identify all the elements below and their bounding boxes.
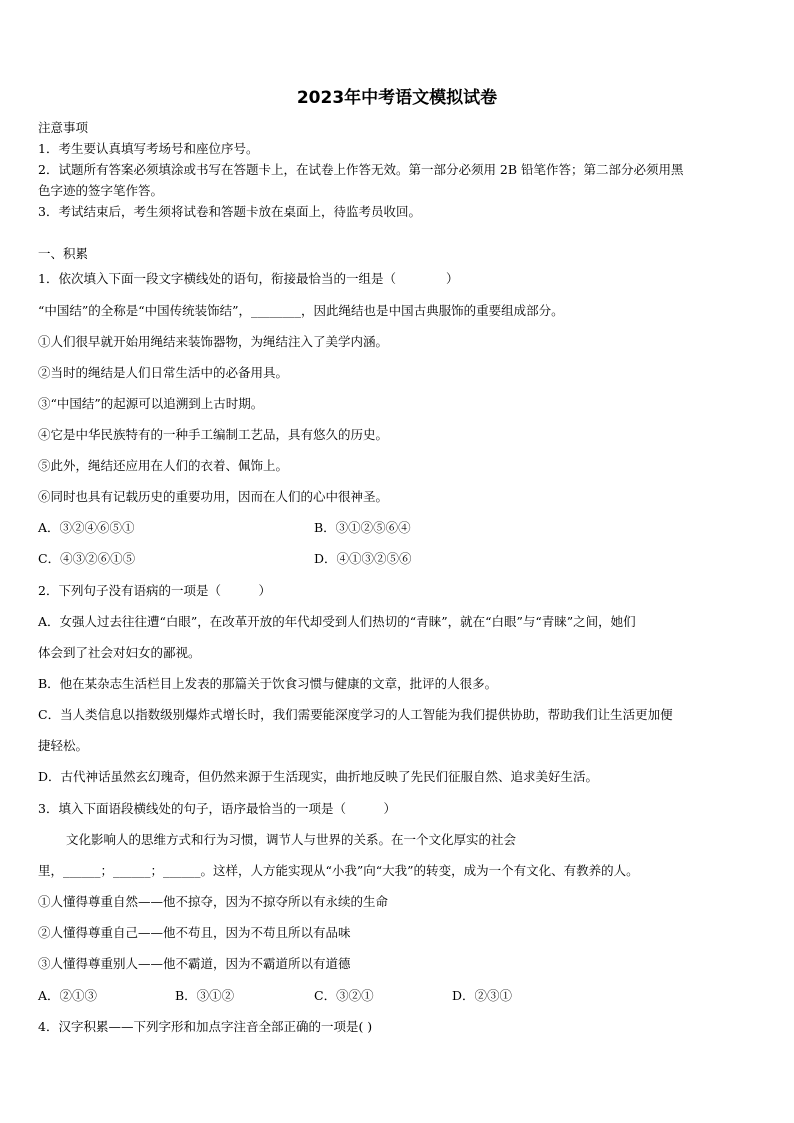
notice-item: 2．试题所有答案必须填涂或书写在答题卡上，在试卷上作答无效。第一部分必须用 2B 铅笔作答；第二部分必须用黑 bbox=[38, 162, 684, 177]
option-d[interactable]: D．②③① bbox=[452, 988, 513, 1003]
notice-item: 3．考试结束后，考生须将试卷和答题卡放在桌面上，待监考员收回。 bbox=[38, 204, 421, 219]
question-stem: 3．填入下面语段横线处的句子，语序最恰当的一项是（ ） bbox=[38, 801, 396, 816]
page-title: 2023年中考语文模拟试卷 bbox=[296, 88, 498, 108]
option-text: 体会到了社会对妇女的鄙视。 bbox=[38, 645, 201, 660]
option-a[interactable]: A．②①③ bbox=[38, 988, 98, 1003]
option-text[interactable]: C．当人类信息以指数级别爆炸式增长时，我们需要能深度学习的人工智能为我们提供协助，帮助我们让生活更加便 bbox=[38, 707, 673, 722]
section-heading: 一、积累 bbox=[38, 246, 89, 261]
option-text[interactable]: B．他在某杂志生活栏目上发表的那篇关于饮食习惯与健康的文章，批评的人很多。 bbox=[38, 676, 498, 691]
list-item: ②当时的绳结是人们日常生活中的必备用具。 bbox=[38, 365, 289, 380]
list-item: ①人懂得尊重自然——他不掠夺，因为不掠夺所以有永续的生命 bbox=[38, 894, 389, 909]
list-item: ②人懂得尊重自己——他不苟且，因为不苟且所以有品味 bbox=[38, 925, 351, 940]
option-text[interactable]: A．女强人过去往往遭“白眼”，在改革开放的年代却受到人们热切的“青睐”，就在“白眼”与“青睐”之间，她们 bbox=[38, 614, 636, 629]
notice-item: 色字迹的签字笔作答。 bbox=[38, 183, 164, 198]
question-stem: 4．汉字积累——下列字形和加点字注音全部正确的一项是( ) bbox=[38, 1019, 373, 1034]
notice-heading: 注意事项 bbox=[38, 120, 89, 135]
option-text[interactable]: D．古代神话虽然玄幻瑰奇，但仍然来源于生活现实，曲折地反映了先民们征服自然、追求美好生活。 bbox=[38, 769, 599, 784]
option-b[interactable]: B．③①② bbox=[175, 988, 235, 1003]
option-d[interactable]: D．④①③②⑤⑥ bbox=[314, 551, 412, 566]
list-item: ①人们很早就开始用绳结来装饰器物，为绳结注入了美学内涵。 bbox=[38, 334, 389, 349]
question-stem: 1．依次填入下面一段文字横线处的语句，衔接最恰当的一组是（ ） bbox=[38, 271, 459, 286]
list-item: ③“中国结”的起源可以追溯到上古时期。 bbox=[38, 396, 264, 411]
option-c[interactable]: C．④③②⑥①⑤ bbox=[38, 551, 136, 566]
option-b[interactable]: B．③①②⑤⑥④ bbox=[314, 520, 411, 535]
notice-item: 1．考生要认真填写考场号和座位序号。 bbox=[38, 141, 259, 156]
list-item: ⑥同时也具有记载历史的重要功用，因而在人们的心中很神圣。 bbox=[38, 489, 389, 504]
option-a[interactable]: A．③②④⑥⑤① bbox=[38, 520, 135, 535]
option-text: 捷轻松。 bbox=[38, 738, 89, 753]
question-passage: 里，______；______；______。这样，人方能实现从“小我”向“大我”的转变，成为一个有文化、有教养的人。 bbox=[38, 863, 639, 878]
question-stem: 2．下列句子没有语病的一项是（ ） bbox=[38, 583, 271, 598]
list-item: ④它是中华民族特有的一种手工编制工艺品，具有悠久的历史。 bbox=[38, 427, 389, 442]
question-passage: “中国结”的全称是“中国传统装饰结”，________，因此绳结也是中国古典服饰的重要组成部分。 bbox=[38, 303, 564, 318]
list-item: ③人懂得尊重别人——他不霸道，因为不霸道所以有道德 bbox=[38, 956, 351, 971]
option-c[interactable]: C．③②① bbox=[314, 988, 374, 1003]
list-item: ⑤此外，绳结还应用在人们的衣着、佩饰上。 bbox=[38, 458, 289, 473]
question-passage: 文化影响人的思维方式和行为习惯，调节人与世界的关系。在一个文化厚实的社会 bbox=[66, 832, 517, 847]
